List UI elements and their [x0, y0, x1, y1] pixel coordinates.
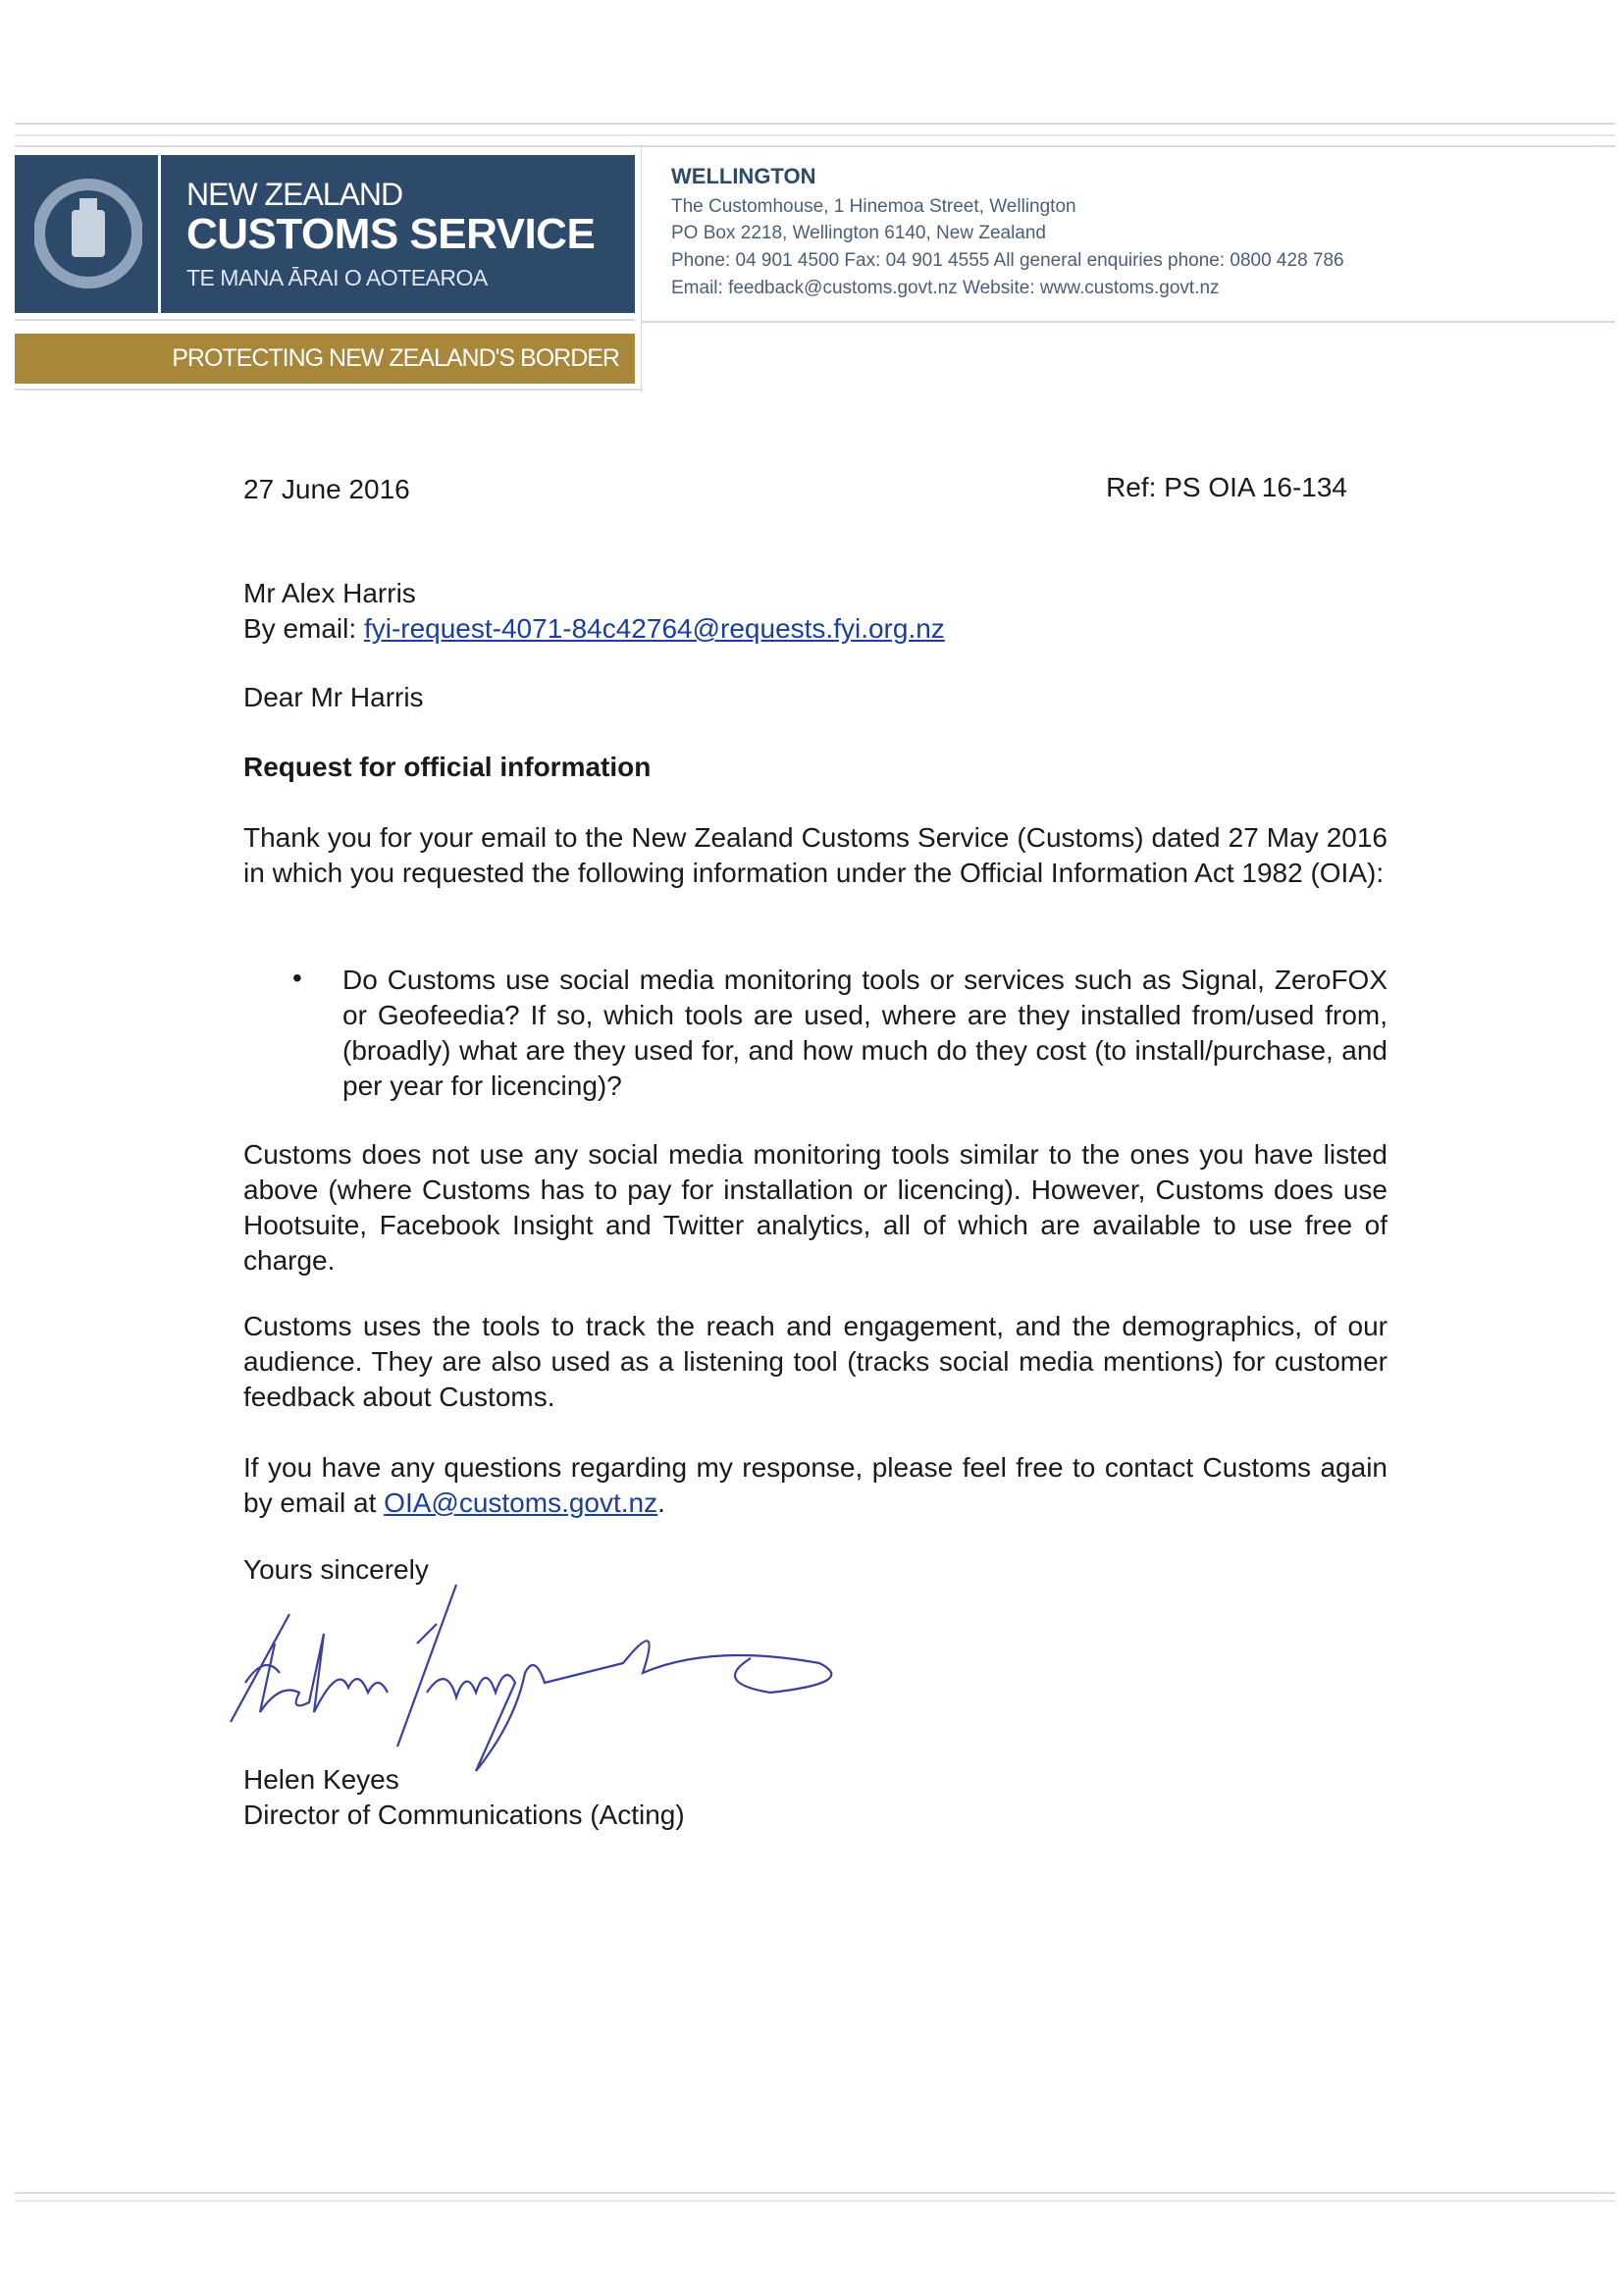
- phone-line: Phone: 04 901 4500 Fax: 04 901 4555 All general enquiries phone: 0800 428 786: [671, 250, 1344, 271]
- customs-seal-icon: [15, 155, 161, 313]
- footer-rule: [15, 2192, 1615, 2194]
- reference: Ref: PS OIA 16-134: [1106, 472, 1347, 502]
- recipient-email-link[interactable]: fyi-request-4071-84c42764@requests.fyi.org.nz: [363, 613, 945, 644]
- email-line: Email: feedback@customs.govt.nz Website: www.customs.govt.nz: [671, 278, 1220, 298]
- paragraph: Customs uses the tools to track the reach and engagement, and the demographics, of our audience. They are also used as a listening tool (tracks social media mentions) for customer feedback about Customs.: [243, 1311, 1387, 1412]
- header-rule: [15, 319, 635, 321]
- header-rule: [15, 134, 1615, 136]
- address-line: The Customhouse, 1 Hinemoa Street, Wellington: [671, 196, 1076, 217]
- bullet-item: Do Customs use social media monitoring tools or services such as Signal, ZeroFOX or Geofeedia? If so, which tools are used, where are they installed from/used from, (broadly) what are they used for, and how much do they cost (to install/purchase, and per year for licencing)?: [342, 965, 1387, 1101]
- office-name: WELLINGTON: [671, 164, 816, 188]
- oia-email-link[interactable]: OIA@customs.govt.nz: [384, 1487, 658, 1518]
- paragraph: Customs does not use any social media monitoring tools similar to the ones you have listed above (where Customs has to pay for installation or licencing). However, Customs does use Hootsuite, Facebook Insight and Twitter analytics, all of which are available to use free of charge.: [243, 1139, 1387, 1276]
- footer-rule: [15, 2200, 1615, 2202]
- paragraph-text: If you have any questions regarding my response, please feel free to contact Customs again by email at: [243, 1452, 1387, 1518]
- letter-date: 27 June 2016: [243, 474, 410, 504]
- address-line: PO Box 2218, Wellington 6140, New Zealand: [671, 223, 1046, 243]
- header-rule: [15, 389, 643, 391]
- subject-heading: Request for official information: [243, 752, 652, 782]
- brand-line-1: NEW ZEALAND: [186, 177, 403, 212]
- paragraph: [243, 1450, 1387, 1521]
- closing: Yours sincerely: [243, 1554, 429, 1585]
- header-divider: [641, 147, 642, 392]
- signer-title: Director of Communications (Acting): [243, 1800, 685, 1830]
- bullet-icon: •: [292, 963, 302, 993]
- salutation: Dear Mr Harris: [243, 682, 424, 712]
- tagline: PROTECTING NEW ZEALAND'S BORDER: [172, 344, 619, 372]
- brand-line-3: TE MANA ĀRAI O AOTEAROA: [186, 265, 488, 290]
- recipient-email-line: [243, 611, 1387, 647]
- signer-name: Helen Keyes: [243, 1764, 399, 1795]
- brand-line-2: CUSTOMS SERVICE: [186, 210, 596, 258]
- header-rule: [15, 123, 1615, 125]
- paragraph-text: .: [657, 1487, 665, 1518]
- recipient-name: Mr Alex Harris: [243, 578, 416, 608]
- paragraph: Thank you for your email to the New Zealand Customs Service (Customs) dated 27 May 2016 in which you requested the following information under the Official Information Act 1982 (OIA):: [243, 822, 1387, 888]
- tagline-bar: [15, 334, 635, 384]
- header-rule: [641, 321, 1615, 323]
- signature: [221, 1575, 849, 1786]
- by-email-label: By email:: [243, 613, 364, 644]
- header-rule: [15, 145, 1615, 147]
